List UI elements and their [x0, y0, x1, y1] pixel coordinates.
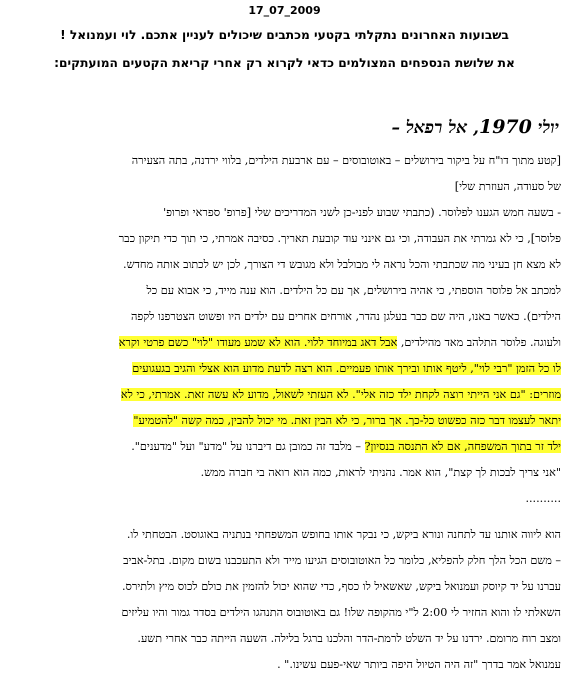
body-line: השאלתי לו והוא החזיר לי 2:00 ל"י מהקופה שלו! גם באוטובוס התנהגו הילדים בסדר גמור והיו עליזים	[121, 606, 561, 619]
body-line	[8, 148, 561, 174]
highlighted-text: ילד זר בתוך המשפחה, אם לא התנסה בנסיון?	[364, 440, 561, 453]
body-line	[8, 408, 561, 434]
heading-year: 1970	[478, 116, 532, 138]
highlighted-text: מוזרים: "גם אני הייתי רוצה לקחת ילד כזה אלי". לא העזתי לשאול, מדוע לא עשה זאת. אמרתי, כי לא	[120, 388, 561, 401]
heading-suffix: , אל רפאל –	[391, 118, 479, 138]
body-line	[8, 278, 561, 304]
intro-block	[8, 24, 561, 74]
body-text: - בשעה חמש הגענו לפלוסר. (כתבתי שבוע לפני-כן לשני המדריכים שלי [פרופ' ספראי ופרופ'	[163, 206, 561, 219]
body-line	[8, 486, 561, 512]
letter-body	[8, 148, 561, 512]
body-text: [קטע מתוך דו"ח על ביקור בירושלים – באוטובוסים – עם ארבעת הילדים, בלווי ירדנה, בתה הצעירה	[131, 154, 561, 167]
body-line	[8, 174, 561, 200]
body-line	[8, 356, 561, 382]
letter-body-continued	[8, 522, 561, 678]
body-line	[8, 382, 561, 408]
body-line: הוא ליווה אותנו עד לתחנה ונורא ביקש, כי נבקר אותו בחופש המשפחתי בנתניה באוגוסט. הבטחתי לו.	[126, 528, 561, 541]
body-line	[8, 200, 561, 226]
body-line: – משם הכל הלך חלק להפליא, כלומר כל האוטובוסים הגיעו מייד ולא התעכבנו בשום מקום. בתל-אביב	[123, 554, 561, 567]
body-line	[8, 252, 561, 278]
body-line	[8, 460, 561, 486]
body-text: למכתב אל פלוסר הוספתי, כי אהיה בירושלים, אך עם כל הילדים. הוא ענה מייד, כי אבוא עם כל	[146, 284, 561, 297]
highlighted-text: אבל דאג במיוחד ללוי. הוא לא שמע מעודו "לוי" כשם פרטי וקרא	[118, 336, 398, 349]
body-line: עברנו על יד קיוסק ועמנואל ביקש, שאשאיל לו כסף, כדי שהוא יכול להזמין את כולם לכוס מיץ ולתירס.	[121, 580, 561, 593]
highlighted-text: יתאר לעצמו דבר כזה כפשוט כל-כך. אך ברור, כי לא הבין זאת. מי יכול להבין, כמה קשה "להטמיע"	[133, 414, 561, 427]
body-line	[8, 330, 561, 356]
body-text: – מלבד זה כמובן גם דיברנו על "מדע" ועל "מדענים".	[131, 440, 365, 453]
intro-line: את שלושת הנספחים המצולמים כדאי לקרוא רק אחרי קריאת הקטעים המועתקים:	[54, 56, 515, 70]
body-line: ומצב רוח מרומם. ירדנו על יד השלט לרמת-הדר והלכנו ברגל בלילה. השעה הייתה כבר אחרי תשע.	[137, 632, 561, 645]
body-line: עמנואל אמר בדרך "זה היה הטיול היפה ביותר שאי-פעם עשינו." .	[277, 658, 561, 671]
body-text: לא מצא חן בעיני מה שכתבתי והכל נראה לי מבולבל ולא מגובש די הצורך, לכן יש לכתוב אותה מחדש.	[123, 258, 561, 271]
body-line	[8, 304, 561, 330]
intro-line: בשבועות האחרונים נתקלתי בקטעי מכתבים שיכולים לעניין אתכם. לוי ועמנואל !	[60, 28, 509, 42]
highlighted-text: לו כל הזמן "רבי לוי", ליטף אותו ובירך אותו פעמיים. הוא רצה לדעת מדוע הוא אצלי והגיב בגעגועים	[132, 362, 561, 375]
document-date: 17_07_2009	[248, 4, 321, 17]
body-text: של סעודה, העוזרת שלי]	[454, 180, 561, 193]
letter-heading	[8, 116, 561, 140]
body-line	[8, 226, 561, 252]
body-text: הילדים). כאשר באנו, היה שם כבר בעלגן נהדר, אורחים אחרים עם ילדים היו ופשוט הצטרפנו לקפה	[130, 310, 561, 323]
body-text: ולעוגה. פלוסר התלהב מאד מהילדים,	[397, 336, 561, 349]
body-text: "אני צריך לבכות לך קצת", הוא אמר. נהניתי לראות, כמה הוא רואה בי חברה ממש.	[200, 466, 561, 479]
body-line	[8, 434, 561, 460]
body-text: ..........	[525, 492, 561, 505]
heading-prefix: יולי	[531, 118, 559, 138]
body-text: פלוסר], כי לא גמרתי את העבודה, וכי גם אינני עוד קובעת תאריך. כסיבה אמרתי, כי תוך כדי תיקון כבר	[118, 232, 561, 245]
